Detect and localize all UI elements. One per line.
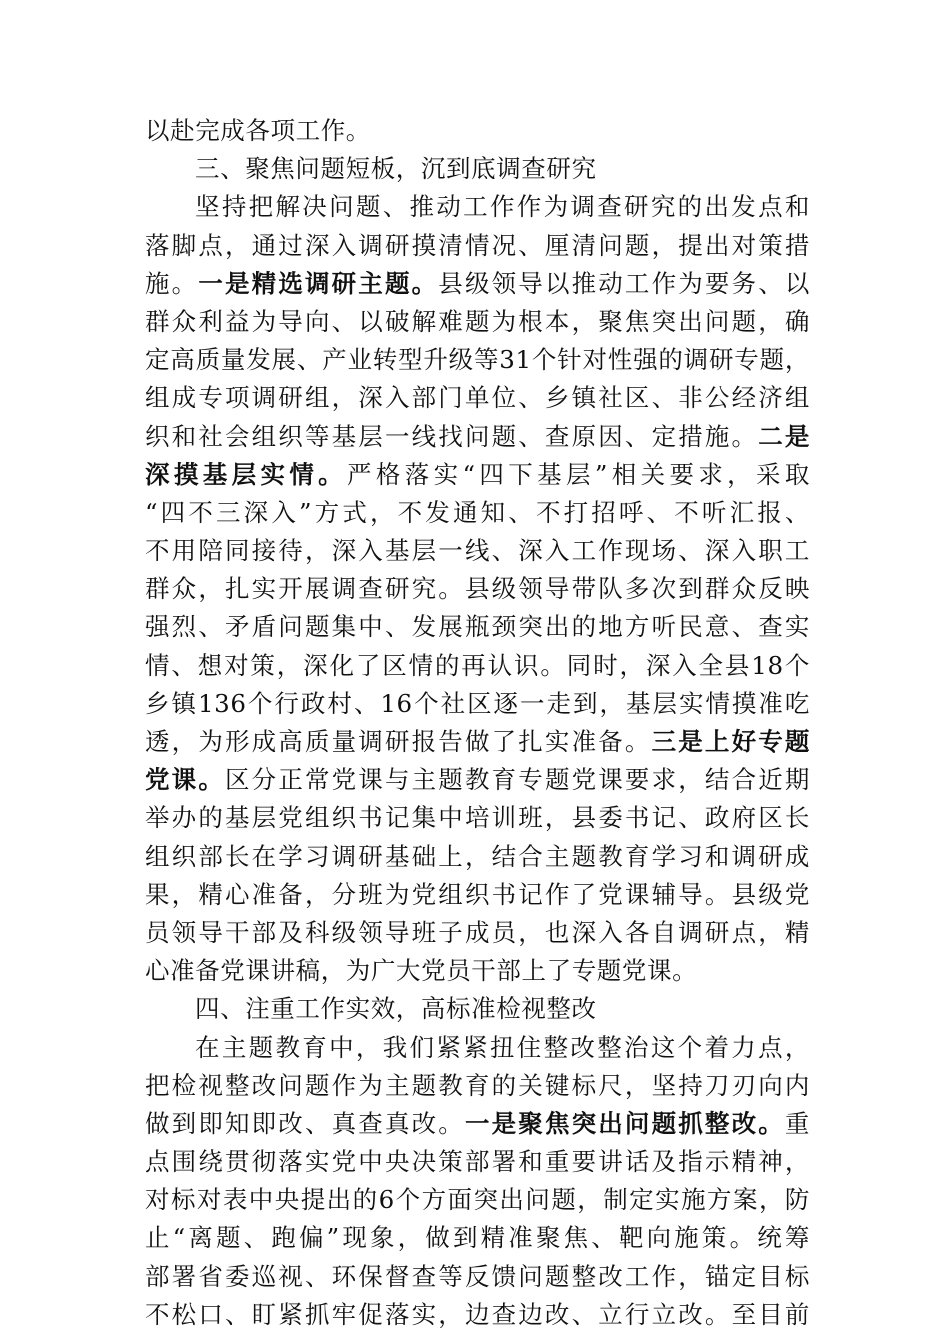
text-line [145,647,810,685]
text-line [145,494,810,532]
bold-text-run: 深摸基层实情。 [145,459,348,489]
bold-text-run: 二是 [758,421,810,451]
text-line [145,838,810,876]
text-line [145,799,810,837]
bold-text-run: 一是精选调研主题。 [198,268,439,298]
text-run: 做到即知即改、真查真改。 [145,1108,465,1138]
text-line [145,761,810,799]
text-run: 透，为形成高质量调研报告做了扎实准备。 [145,727,652,756]
text-line [145,1029,810,1067]
text-run: 组成专项调研组，深入部门单位、乡镇社区、非公经济组 [145,383,810,413]
text-line [145,914,810,952]
text-run: 织和社会组织等基层一线找问题、查原因、定措施。 [145,421,759,451]
text-run: 县级领导以推动工作为要务、以 [438,268,810,298]
text-run: 不用陪同接待，深入基层一线、深入工作现场、深入职工 [145,536,810,566]
text-run: 点围绕贯彻落实党中央决策部署和重要讲话及指示精神， [145,1147,810,1177]
text-run: 严格落实“四下基层”相关要求，采取 [347,459,811,489]
text-line [145,570,810,608]
text-run: 部署省委巡视、环保督查等反馈问题整改工作，锚定目标 [145,1261,810,1291]
text-run: 施。 [145,268,199,298]
section-heading [145,990,810,1028]
text-run: 重 [784,1108,811,1138]
text-run: 果，精心准备，分班为党组织书记作了党课辅导。县级党 [145,879,810,909]
text-line [145,1219,810,1257]
text-run: 坚持把解决问题、推动工作作为调查研究的出发点和 [195,192,810,222]
text-run: 强烈、矛盾问题集中、发展瓶颈突出的地方听民意、查实 [145,612,810,642]
bold-text-run: 三是上好专题 [651,727,810,756]
text-line [145,1143,810,1181]
text-line [145,227,810,265]
text-line [145,608,810,646]
text-run: 四、注重工作实效，高标准检视整改 [195,994,597,1024]
text-run: 定高质量发展、产业转型升级等31个针对性强的调研专题， [145,345,810,375]
text-line [145,685,810,723]
text-line [145,303,810,341]
text-line [145,952,810,990]
text-run: 组织部长在学习调研基础上，结合主题教育学习和调研成 [145,841,810,871]
text-run: 情、想对策，深化了区情的再认识。同时，深入全县18个 [145,650,810,680]
text-run: 把检视整改问题作为主题教育的关键标尺，坚持刀刃向内 [145,1070,810,1100]
text-run: 群众，扎实开展调查研究。县级领导带队多次到群众反映 [145,574,810,604]
text-line [145,532,810,570]
text-run: 群众利益为导向、以破解难题为根本，聚焦突出问题，确 [145,306,810,336]
bold-text-run: 党课。 [145,765,225,795]
text-line [145,456,810,494]
text-run: “四不三深入”方式，不发通知、不打招呼、不听汇报、 [145,497,810,527]
text-line [145,341,810,379]
text-run: 落脚点，通过深入调研摸清情况、厘清问题，提出对策措 [145,230,810,260]
text-run: 不松口、盯紧抓牢促落实，边查边改、立行立改。至目前 [145,1299,810,1329]
text-run: 举办的基层党组织书记集中培训班，县委书记、政府区长 [145,803,810,833]
text-line [145,188,810,226]
section-heading [145,150,810,188]
text-run: 心准备党课讲稿，为广大党员干部上了专题党课。 [145,956,698,986]
text-run: 以赴完成各项工作。 [145,116,371,145]
text-line [145,1181,810,1219]
text-line [145,112,810,150]
text-run: 员领导干部及科级领导班子成员，也深入各自调研点，精 [145,917,810,947]
bold-text-run: 一是聚焦突出问题抓整改。 [464,1108,785,1138]
text-line [145,1067,810,1105]
text-line [145,1105,810,1143]
text-line [145,876,810,914]
text-line [145,723,810,761]
text-run: 三、聚焦问题短板，沉到底调查研究 [195,154,597,184]
text-line [145,1258,810,1296]
text-run: 对标对表中央提出的6个方面突出问题，制定实施方案，防 [145,1185,810,1215]
text-run: 止“离题、跑偏”现象，做到精准聚焦、靶向施策。统筹 [145,1223,810,1253]
text-run: 乡镇136个行政村、16个社区逐一走到，基层实情摸准吃 [145,688,810,718]
text-line [145,379,810,417]
text-run: 区分正常党课与主题教育专题党课要求，结合近期 [225,765,810,795]
text-line [145,1296,810,1334]
text-line [145,418,810,456]
text-line [145,265,810,303]
text-run: 在主题教育中，我们紧紧扭住整改整治这个着力点， [195,1032,810,1062]
document-page [145,112,810,1334]
